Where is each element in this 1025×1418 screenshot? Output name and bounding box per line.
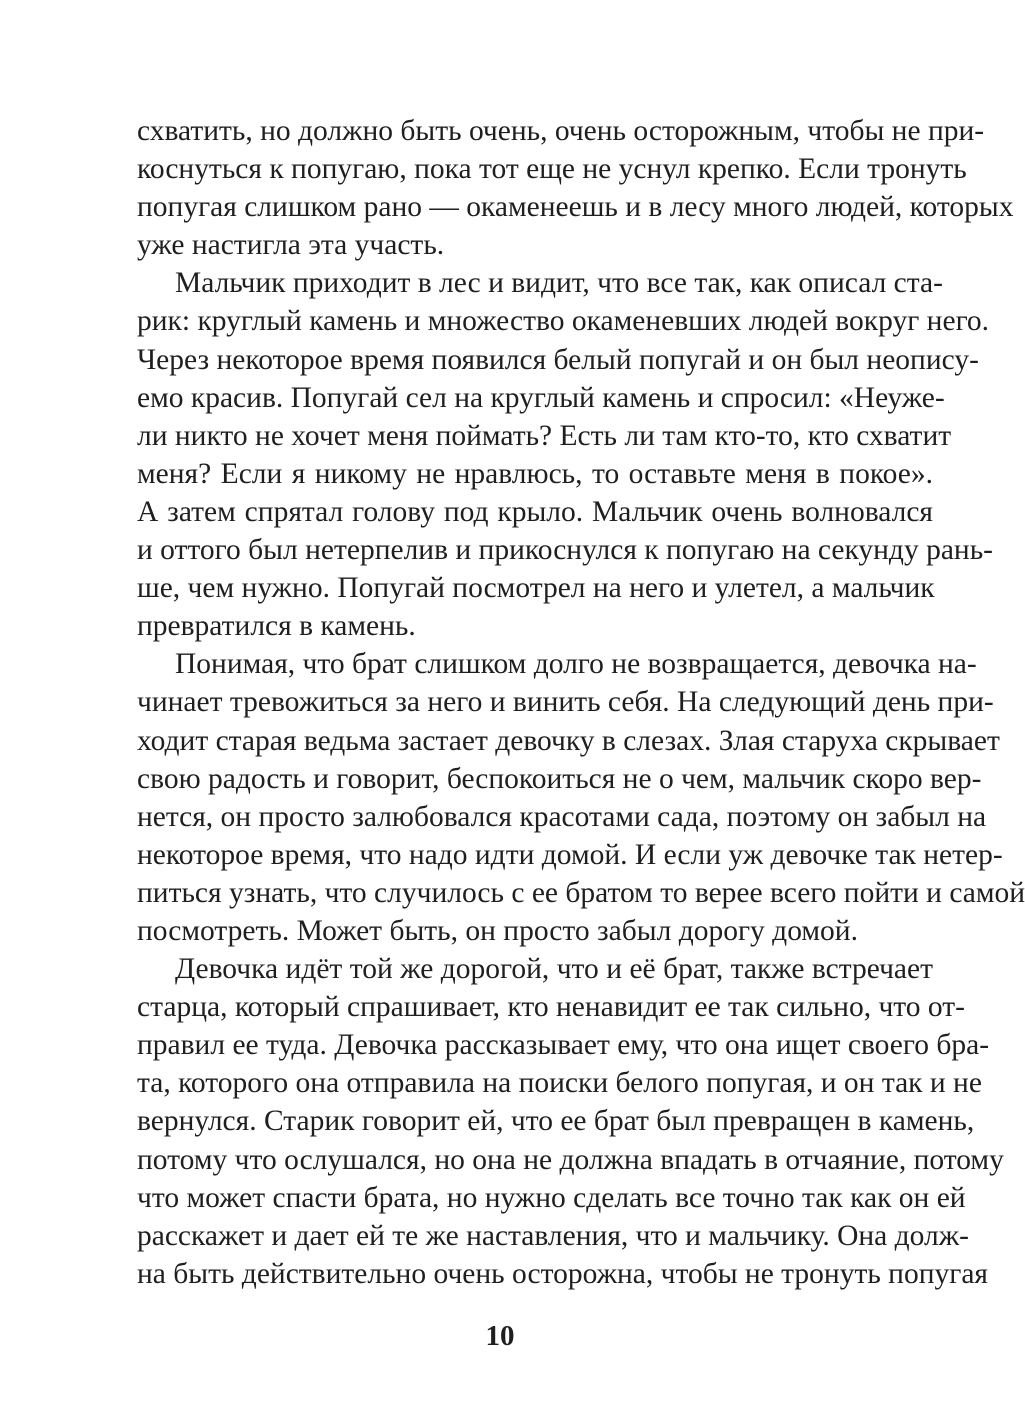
text-line: емо красив. Попугай сел на круглый камень и спросил: «Неуже-	[137, 381, 945, 414]
text-line: вернулся. Старик говорит ей, что ее брат был превращен в камень,	[137, 1105, 975, 1138]
text-line: схватить, но должно быть очень, очень осторожным, чтобы не при-	[137, 115, 985, 147]
text-line: потому что ослушался, но она не должна впадать в отчаяние, потому	[137, 1143, 1004, 1176]
text-line: свою радость и говорит, беспокоиться не о чем, мальчик скоро вер-	[137, 762, 982, 795]
text-line: Девочка идёт той же дорогой, что и её брат, также встречает	[175, 953, 933, 986]
text-line: Мальчик приходит в лес и видит, что все так, как описал ста-	[175, 267, 943, 300]
text-line: и оттого был нетерпелив и прикоснулся к попугаю на секунду рань-	[137, 534, 993, 567]
text-line: Через некоторое время появился белый попугай и он был неопису-	[137, 343, 979, 376]
text-line: ли никто не хочет меня поймать? Есть ли там кто-то, кто схватит	[137, 419, 952, 452]
text-line: меня? Если я никому не нравлюсь, то оставьте меня в покое».	[137, 457, 933, 490]
text-line: А затем спрятал голову под крыло. Мальчик очень волновался	[137, 495, 933, 528]
text-line: некоторое время, что надо идти домой. И если уж девочке так нетер-	[137, 838, 1003, 871]
text-line: расскажет и дает ей те же наставления, что и мальчику. Она долж-	[137, 1219, 969, 1252]
paragraph	[137, 112, 1014, 264]
text-line: правил ее туда. Девочка рассказывает ему, что она ищет своего бра-	[137, 1029, 990, 1062]
text-line: питься узнать, что случилось с ее братом то верее всего пойти и самой	[137, 876, 1025, 909]
text-line: старца, который спрашивает, кто ненавидит ее так сильно, что от-	[137, 991, 965, 1024]
body-text	[137, 112, 1025, 1293]
text-line: на быть действительно очень осторожна, чтобы не тронуть попугая	[137, 1257, 989, 1290]
paragraph	[137, 645, 1025, 950]
paragraph	[137, 950, 1004, 1293]
text-line: превратился в камень.	[137, 610, 416, 643]
text-line: ходит старая ведьма застает девочку в слезах. Злая старуха скрывает	[137, 724, 1000, 757]
text-line: Понимая, что брат слишком долго не возвращается, девочка на-	[175, 648, 977, 681]
text-line: та, которого она отправила на поиски белого попугая, и он так и не	[137, 1067, 982, 1100]
text-line: уже настигла эта участь.	[137, 229, 445, 262]
text-line: коснуться к попугаю, пока тот еще не уснул крепко. Если тронуть	[137, 153, 967, 186]
text-line: посмотреть. Может быть, он просто забыл дорогу домой.	[137, 914, 858, 947]
text-line: попугая слишком рано — окаменеешь и в лесу много людей, которых	[137, 191, 1014, 224]
text-line: рик: круглый камень и множество окаменевших людей вокруг него.	[137, 305, 990, 338]
text-line: нется, он просто залюбовался красотами сада, поэтому он забыл на	[137, 800, 987, 833]
page-number: 10	[485, 1320, 515, 1352]
text-line: чинает тревожиться за него и винить себя. На следующий день при-	[137, 686, 994, 719]
paragraph	[137, 264, 993, 645]
text-line: что может спасти брата, но нужно сделать все точно так как он ей	[137, 1181, 966, 1214]
text-line: ше, чем нужно. Попугай посмотрел на него и улетел, а мальчик	[137, 572, 935, 605]
